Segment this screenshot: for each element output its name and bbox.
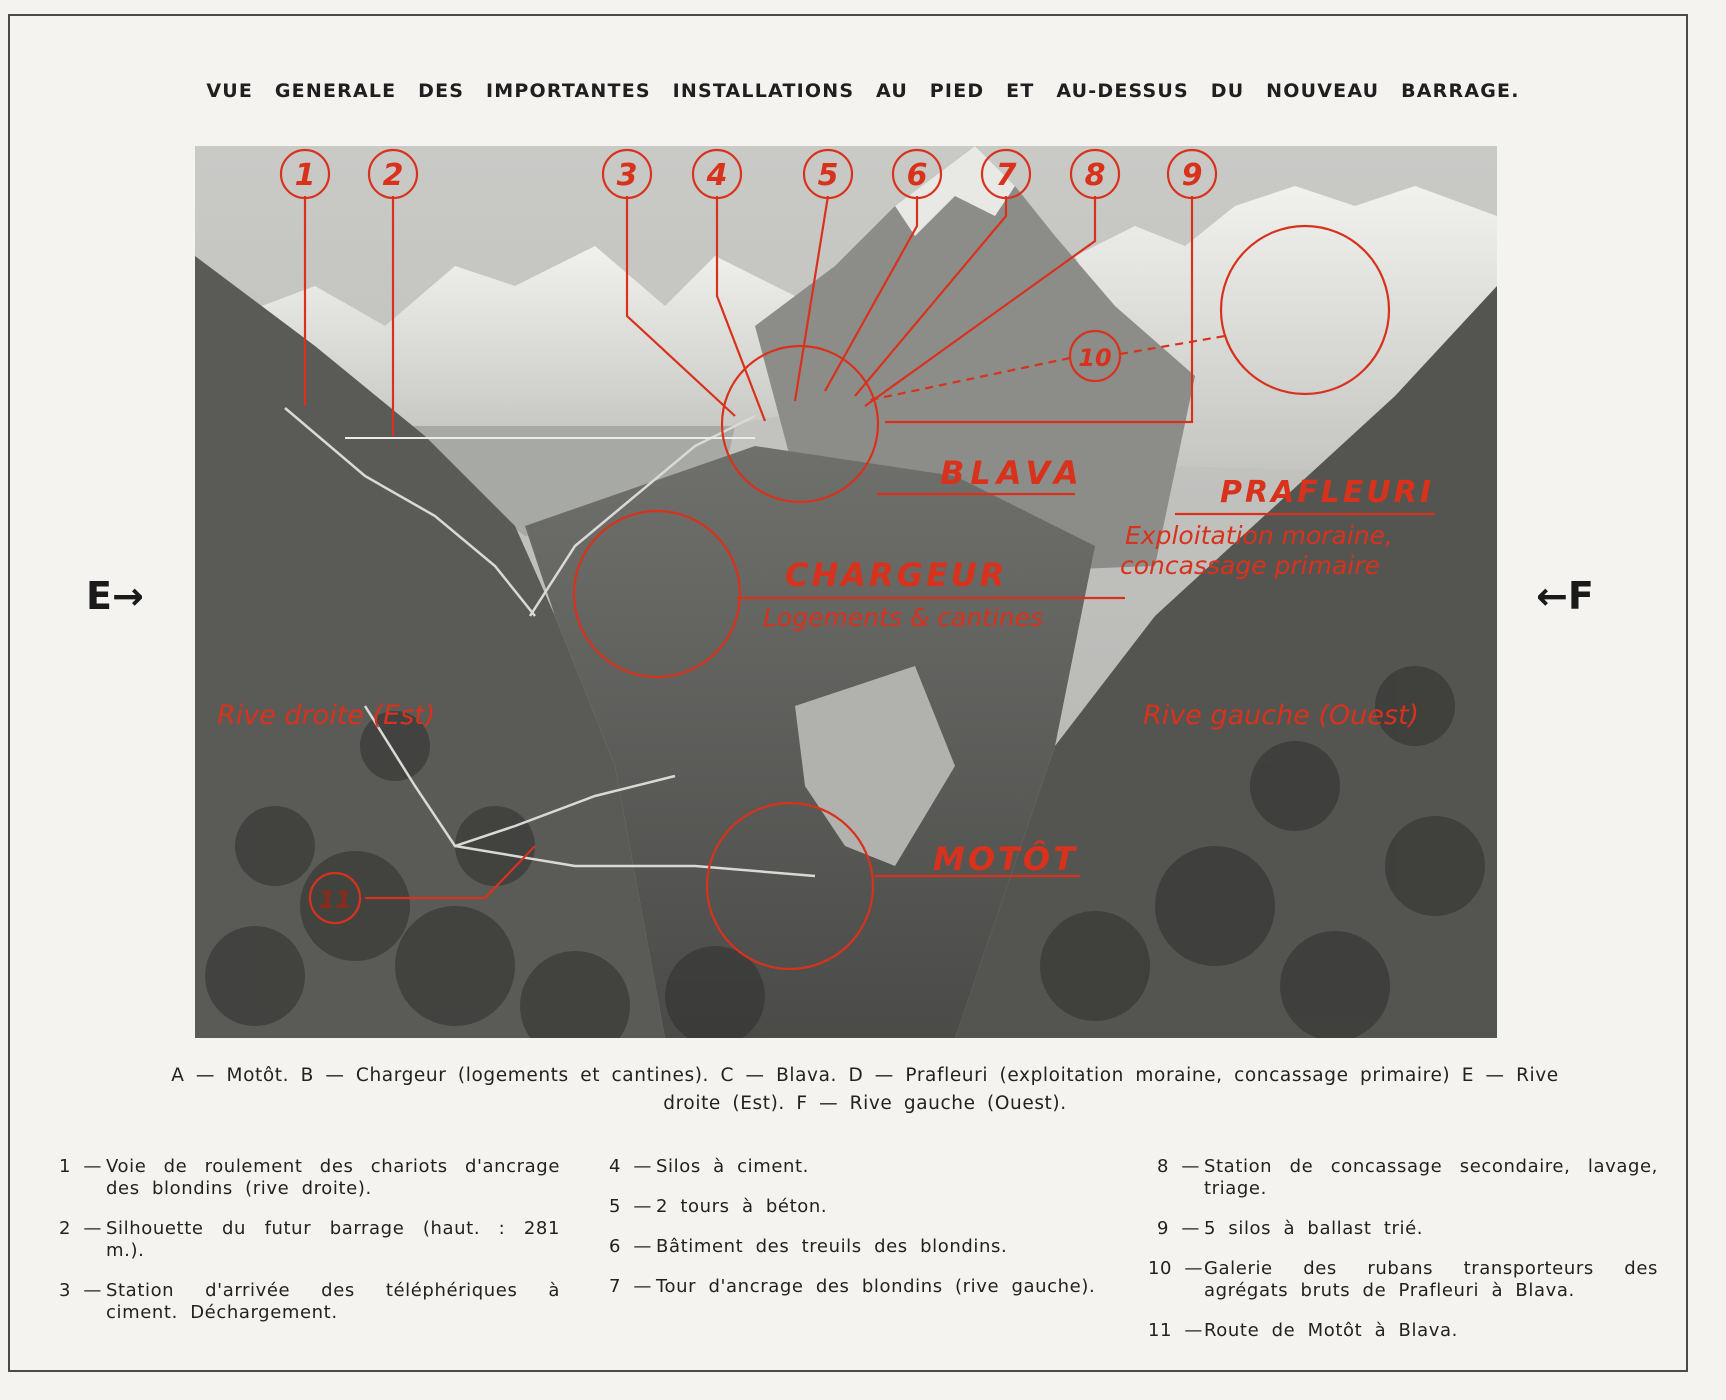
legend-item (600, 1236, 1110, 1258)
label-motot: MOTÔT (933, 840, 1078, 878)
legend-text: Station d'arrivée des téléphériques à ciment. Déchargement. (106, 1280, 560, 1323)
arrow-f: ←F (1536, 574, 1594, 618)
legend-number: 10 — (1148, 1258, 1204, 1279)
legend-item (50, 1280, 560, 1324)
annotated-photograph (195, 146, 1497, 1038)
marker-4: 4 (706, 158, 728, 193)
marker-10: 10 (1078, 344, 1112, 372)
legend-text: Galerie des rubans transporteurs des agrégats bruts de Prafleuri à Blava. (1204, 1258, 1658, 1301)
label-prafleuri-sub1: Exploitation moraine, (1125, 521, 1393, 550)
marker-8: 8 (1084, 158, 1106, 193)
caption-line-2: droite (Est). F — Rive gauche (Ouest). (663, 1093, 1067, 1114)
legend-text: Silos à ciment. (656, 1156, 809, 1177)
caption-line-1: A — Motôt. B — Chargeur (logements et cantines). C — Blava. D — Prafleuri (exploitation moraine, concassage primaire) E — Rive (171, 1065, 1559, 1086)
figure-caption (90, 1062, 1640, 1118)
legend-item (600, 1276, 1110, 1298)
legend-item (50, 1218, 560, 1262)
legend-text: 5 silos à ballast trié. (1204, 1218, 1424, 1239)
label-chargeur-sub: Logements & cantines (763, 603, 1044, 632)
legend-number: 7 — (609, 1276, 652, 1297)
page-title: VUE GENERALE DES IMPORTANTES INSTALLATIONS AU PIED ET AU-DESSUS DU NOUVEAU BARRAGE. (206, 80, 1520, 102)
legend-text: Tour d'ancrage des blondins (rive gauche). (656, 1276, 1096, 1297)
label-prafleuri: PRAFLEURI (1220, 475, 1435, 510)
legend-text: Bâtiment des treuils des blondins. (656, 1236, 1008, 1257)
legend-item (1148, 1320, 1658, 1342)
marker-7: 7 (995, 158, 1017, 193)
legend-number: 5 — (609, 1196, 652, 1217)
legend-item (600, 1156, 1110, 1178)
legend-column-2 (600, 1156, 1110, 1316)
marker-1: 1 (294, 158, 316, 193)
marker-3: 3 (616, 158, 638, 193)
legend-item (1148, 1258, 1658, 1302)
legend-column-1 (50, 1156, 560, 1342)
legend-text: 2 tours à béton. (656, 1196, 828, 1217)
label-prafleuri-sub2: concassage primaire (1120, 551, 1380, 580)
legend-number: 2 — (59, 1218, 102, 1239)
legend-item (1148, 1156, 1658, 1200)
label-rive-droite: Rive droite (Est) (217, 700, 436, 731)
arrow-e: E→ (86, 574, 144, 618)
legend-item (600, 1196, 1110, 1218)
legend-number: 11 — (1148, 1320, 1204, 1341)
legend-number: 3 — (59, 1280, 102, 1301)
legend-column-3 (1148, 1156, 1658, 1360)
label-chargeur: CHARGEUR (785, 556, 1008, 594)
legend-item (1148, 1218, 1658, 1240)
marker-6: 6 (906, 158, 928, 193)
legend-number: 8 — (1157, 1156, 1200, 1177)
legend-text: Station de concassage secondaire, lavage, triage. (1204, 1156, 1658, 1199)
label-blava: BLAVA (940, 454, 1085, 492)
photo-canvas (195, 146, 1497, 1038)
marker-2: 2 (382, 158, 404, 193)
marker-9: 9 (1181, 158, 1203, 193)
legend-text: Voie de roulement des chariots d'ancrage des blondins (rive droite). (106, 1156, 560, 1199)
marker-5: 5 (817, 158, 839, 193)
legend-number: 4 — (609, 1156, 652, 1177)
legend-number: 6 — (609, 1236, 652, 1257)
label-rive-gauche: Rive gauche (Ouest) (1143, 700, 1420, 731)
legend-number: 1 — (59, 1156, 102, 1177)
legend-text: Silhouette du futur barrage (haut. : 281 m.). (106, 1218, 560, 1261)
legend-number: 9 — (1157, 1218, 1200, 1239)
legend-item (50, 1156, 560, 1200)
legend-text: Route de Motôt à Blava. (1204, 1320, 1458, 1341)
marker-11: 11 (318, 886, 352, 914)
